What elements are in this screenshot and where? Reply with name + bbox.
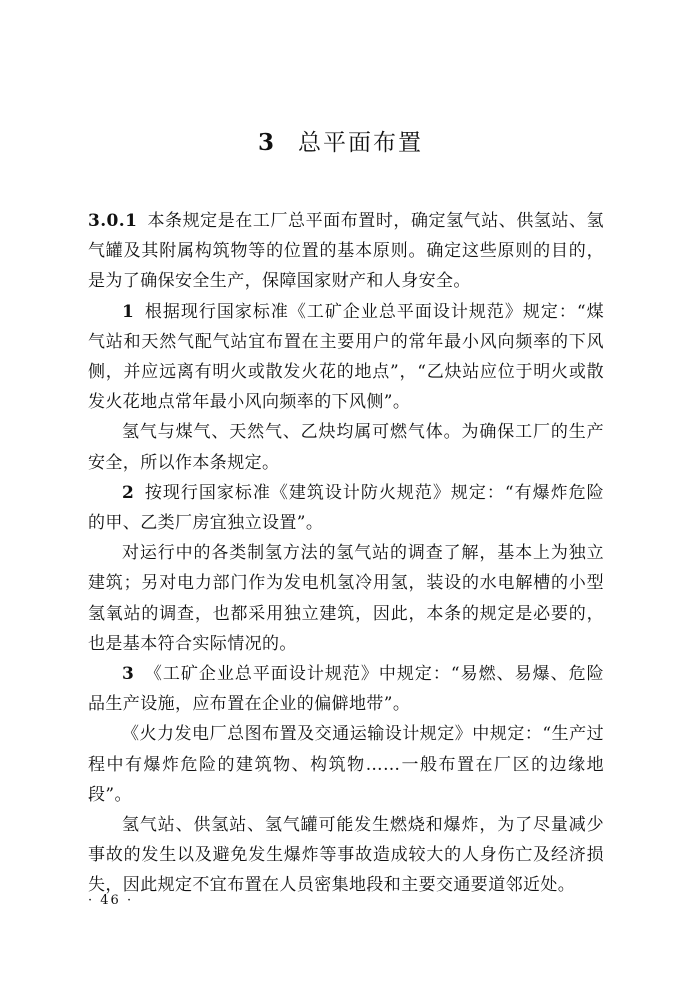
page-number: · 46 · xyxy=(88,893,134,908)
paragraph-text: 对运行中的各类制氢方法的氢气站的调查了解，基本上为独立建筑；另对电力部门作为发电机氢冷用氢，装设的水电解槽的小型氢氧站的调查，也都采用独立建筑，因此，本条的规定是必要的，也是基本符合实际情况的。 xyxy=(88,543,604,654)
paragraph-item-3 xyxy=(88,659,604,719)
paragraph-3-0-1 xyxy=(88,206,604,297)
chapter-number: 3 xyxy=(257,129,276,156)
paragraph-text: 氢气与煤气、天然气、乙炔均属可燃气体。为确保工厂的生产安全，所以作本条规定。 xyxy=(88,422,604,473)
paragraph xyxy=(88,538,604,659)
body-text xyxy=(88,206,604,901)
paragraph-item-1 xyxy=(88,297,604,418)
paragraph xyxy=(88,719,604,810)
paragraph-text: 《工矿企业总平面设计规范》中规定：“易燃、易爆、危险品生产设施，应布置在企业的偏僻地带”。 xyxy=(88,664,604,715)
paragraph-text: 按现行国家标准《建筑设计防火规范》规定：“有爆炸危险的甲、乙类厂房宜独立设置”。 xyxy=(88,482,604,534)
paragraph xyxy=(88,417,604,477)
chapter-title-text: 总平面布置 xyxy=(298,130,423,156)
paragraph-text: 本条规定是在工厂总平面布置时，确定氢气站、供氢站、氢气罐及其附属构筑物等的位置的基本原则。确定这些原则的目的，是为了确保安全生产，保障国家财产和人身安全。 xyxy=(88,211,604,292)
item-number: 2 xyxy=(122,482,135,503)
item-number: 1 xyxy=(122,301,135,322)
paragraph xyxy=(88,810,604,901)
paragraph-text: 根据现行国家标准《工矿企业总平面设计规范》规定：“煤气站和天然气配气站宜布置在主要用户的常年最小风向频率的下风侧，并应远离有明火或散发火花的地点”，“乙炔站应位于明火或散发火花地点常年最小风向频率的下风侧”。 xyxy=(88,301,604,413)
clause-number: 3.0.1 xyxy=(88,211,138,231)
paragraph-text: 氢气站、供氢站、氢气罐可能发生燃烧和爆炸，为了尽量减少事故的发生以及避免发生爆炸等事故造成较大的人身伤亡及经济损失，因此规定不宜布置在人员密集地段和主要交通要道邻近处。 xyxy=(88,815,604,896)
item-number: 3 xyxy=(122,664,135,685)
paragraph-item-2 xyxy=(88,478,604,538)
paragraph-text: 《火力发电厂总图布置及交通运输设计规定》中规定：“生产过程中有爆炸危险的建筑物、构筑物……一般布置在厂区的边缘地段”。 xyxy=(88,724,604,805)
chapter-title xyxy=(0,124,681,157)
